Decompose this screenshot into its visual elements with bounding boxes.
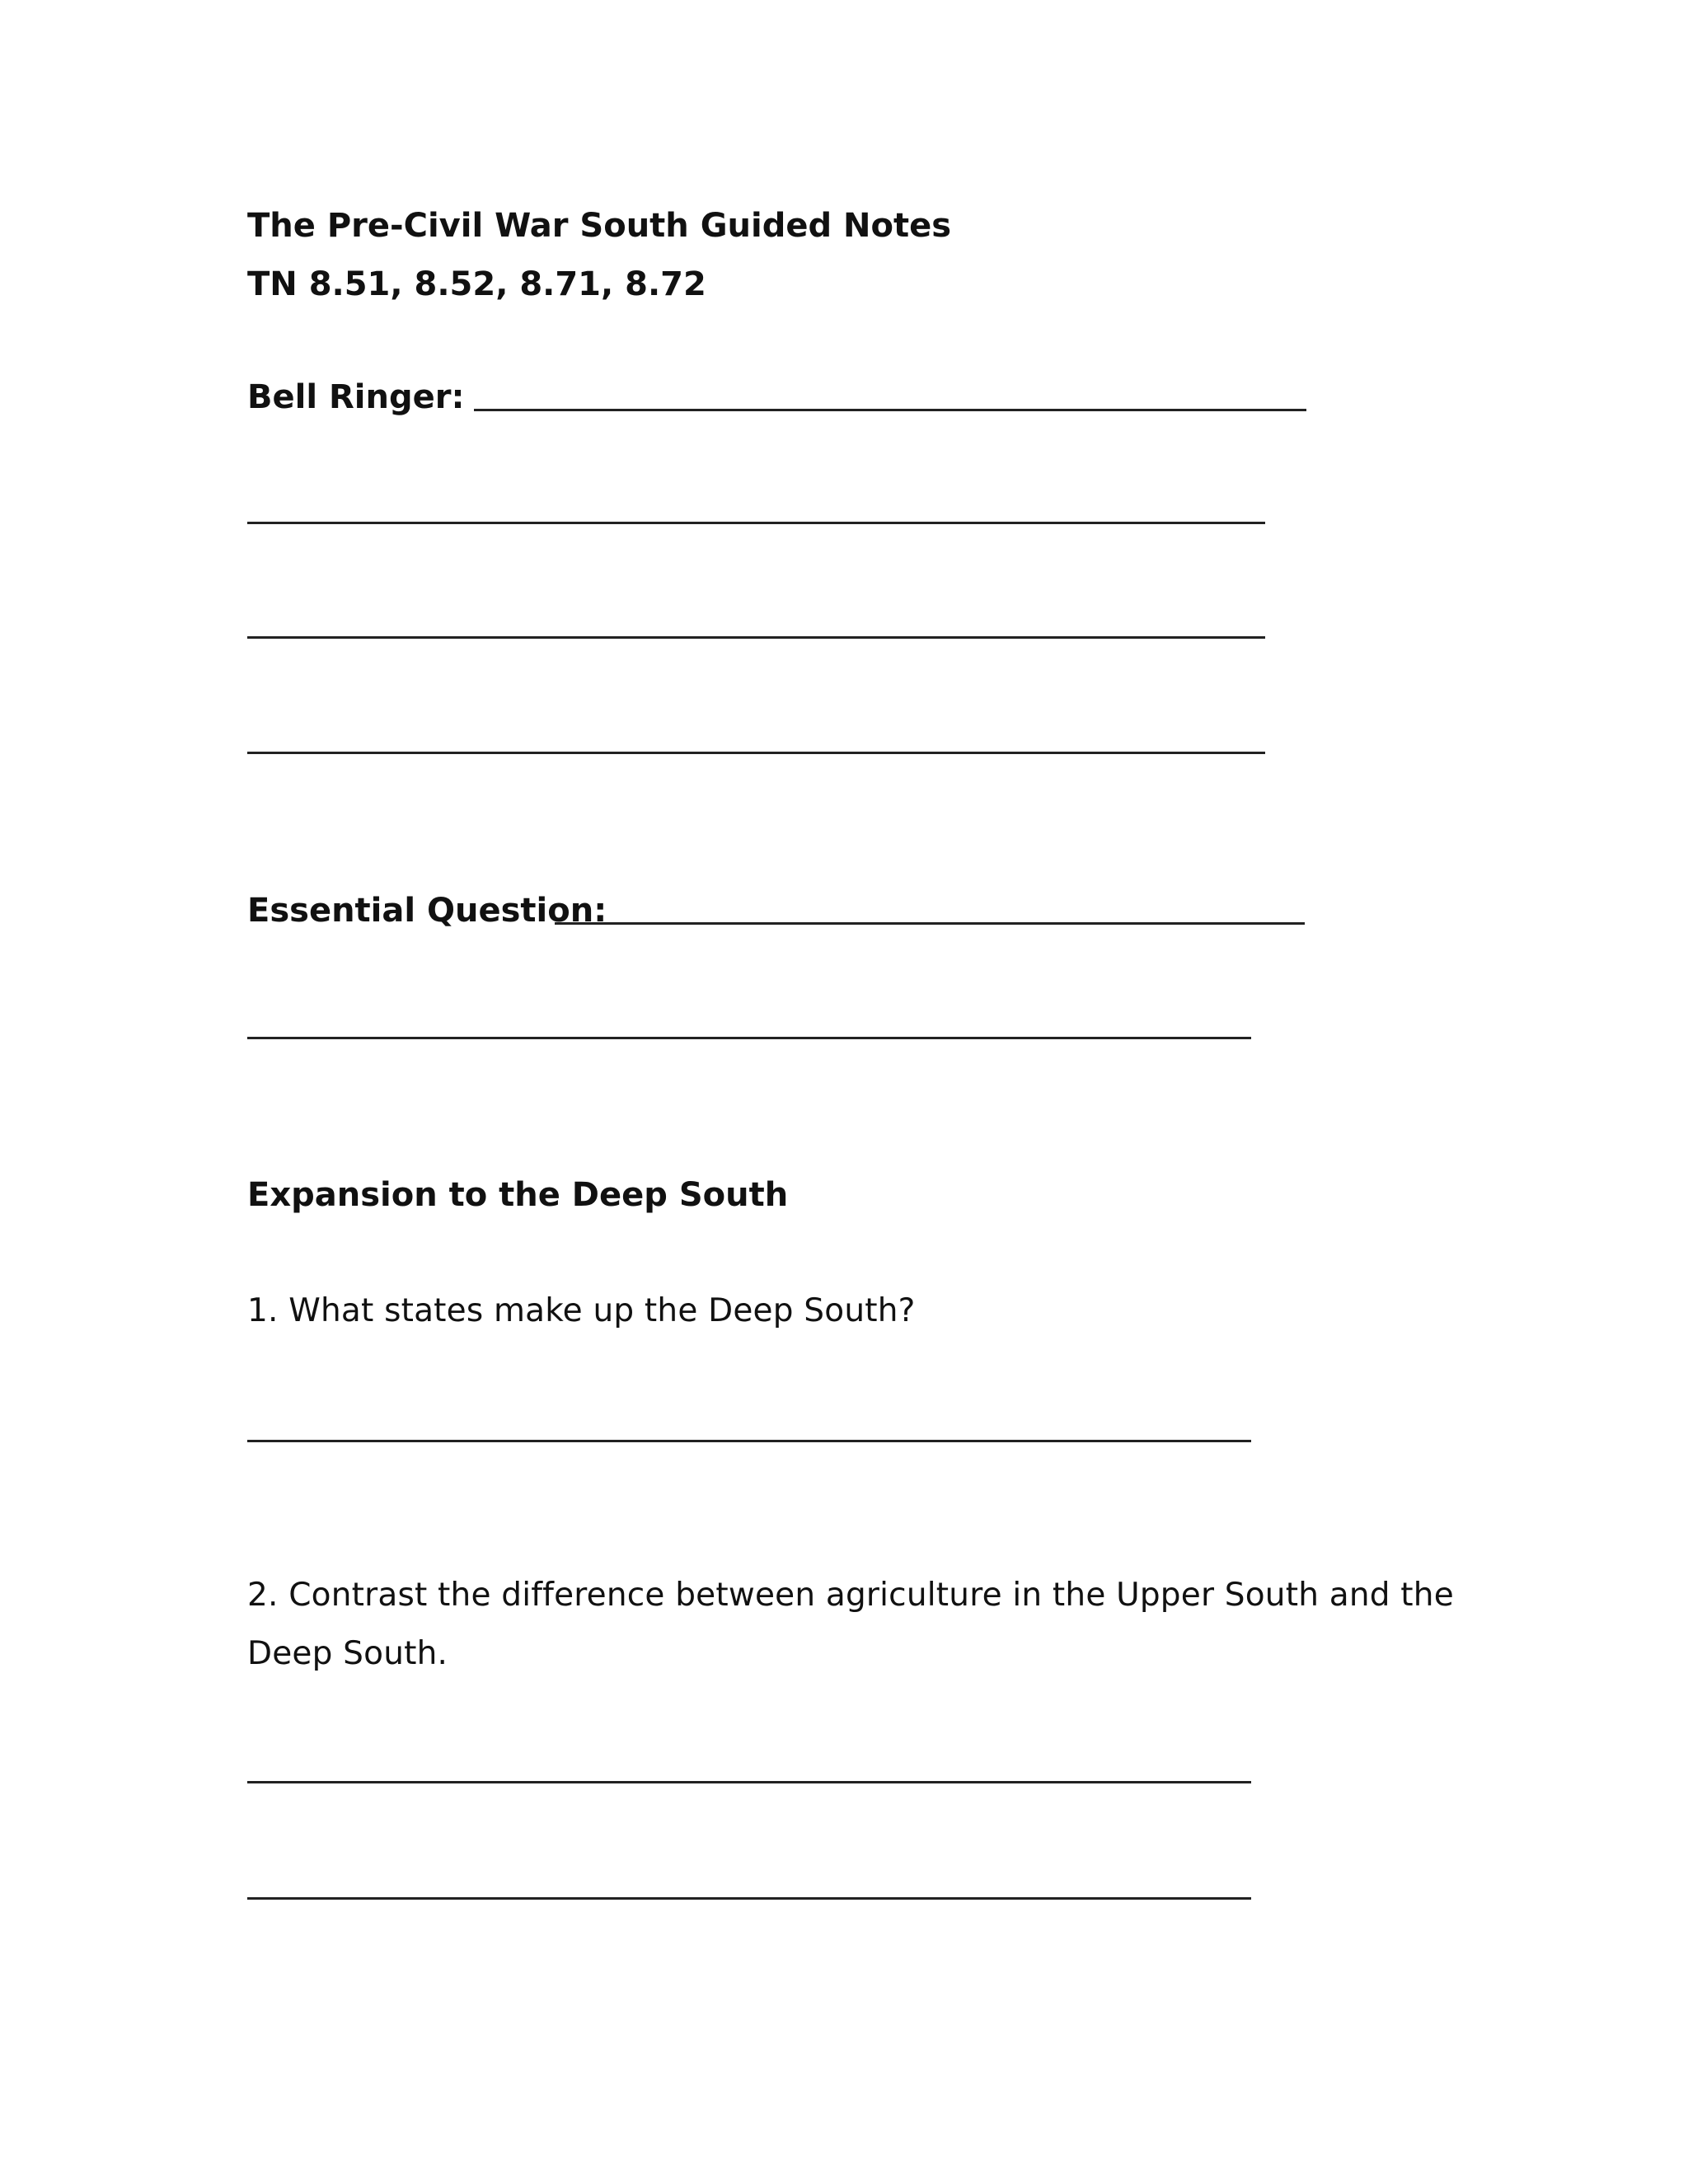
- bell-ringer-label: Bell Ringer:: [247, 378, 465, 416]
- bell-ringer-answer-line[interactable]: [474, 409, 1306, 411]
- essential-question-label: Essential Question:: [247, 892, 607, 930]
- section-heading: Expansion to the Deep South: [247, 1176, 789, 1214]
- question-2-line-1: 2. Contrast the difference between agriculture in the Upper South and the: [247, 1577, 1454, 1614]
- bell-ringer-answer-line[interactable]: [247, 522, 1265, 524]
- standards-codes: TN 8.51, 8.52, 8.71, 8.72: [247, 265, 706, 303]
- bell-ringer-answer-line[interactable]: [247, 752, 1265, 754]
- question-2-line-2: Deep South.: [247, 1635, 448, 1672]
- essential-question-answer-line[interactable]: [555, 922, 1305, 925]
- question-1: 1. What states make up the Deep South?: [247, 1292, 916, 1329]
- essential-question-answer-line[interactable]: [247, 1037, 1251, 1039]
- question-1-answer-line[interactable]: [247, 1440, 1251, 1442]
- bell-ringer-answer-line[interactable]: [247, 636, 1265, 639]
- worksheet-title: The Pre-Civil War South Guided Notes: [247, 207, 952, 245]
- question-2-answer-line[interactable]: [247, 1781, 1251, 1783]
- question-2-answer-line[interactable]: [247, 1897, 1251, 1900]
